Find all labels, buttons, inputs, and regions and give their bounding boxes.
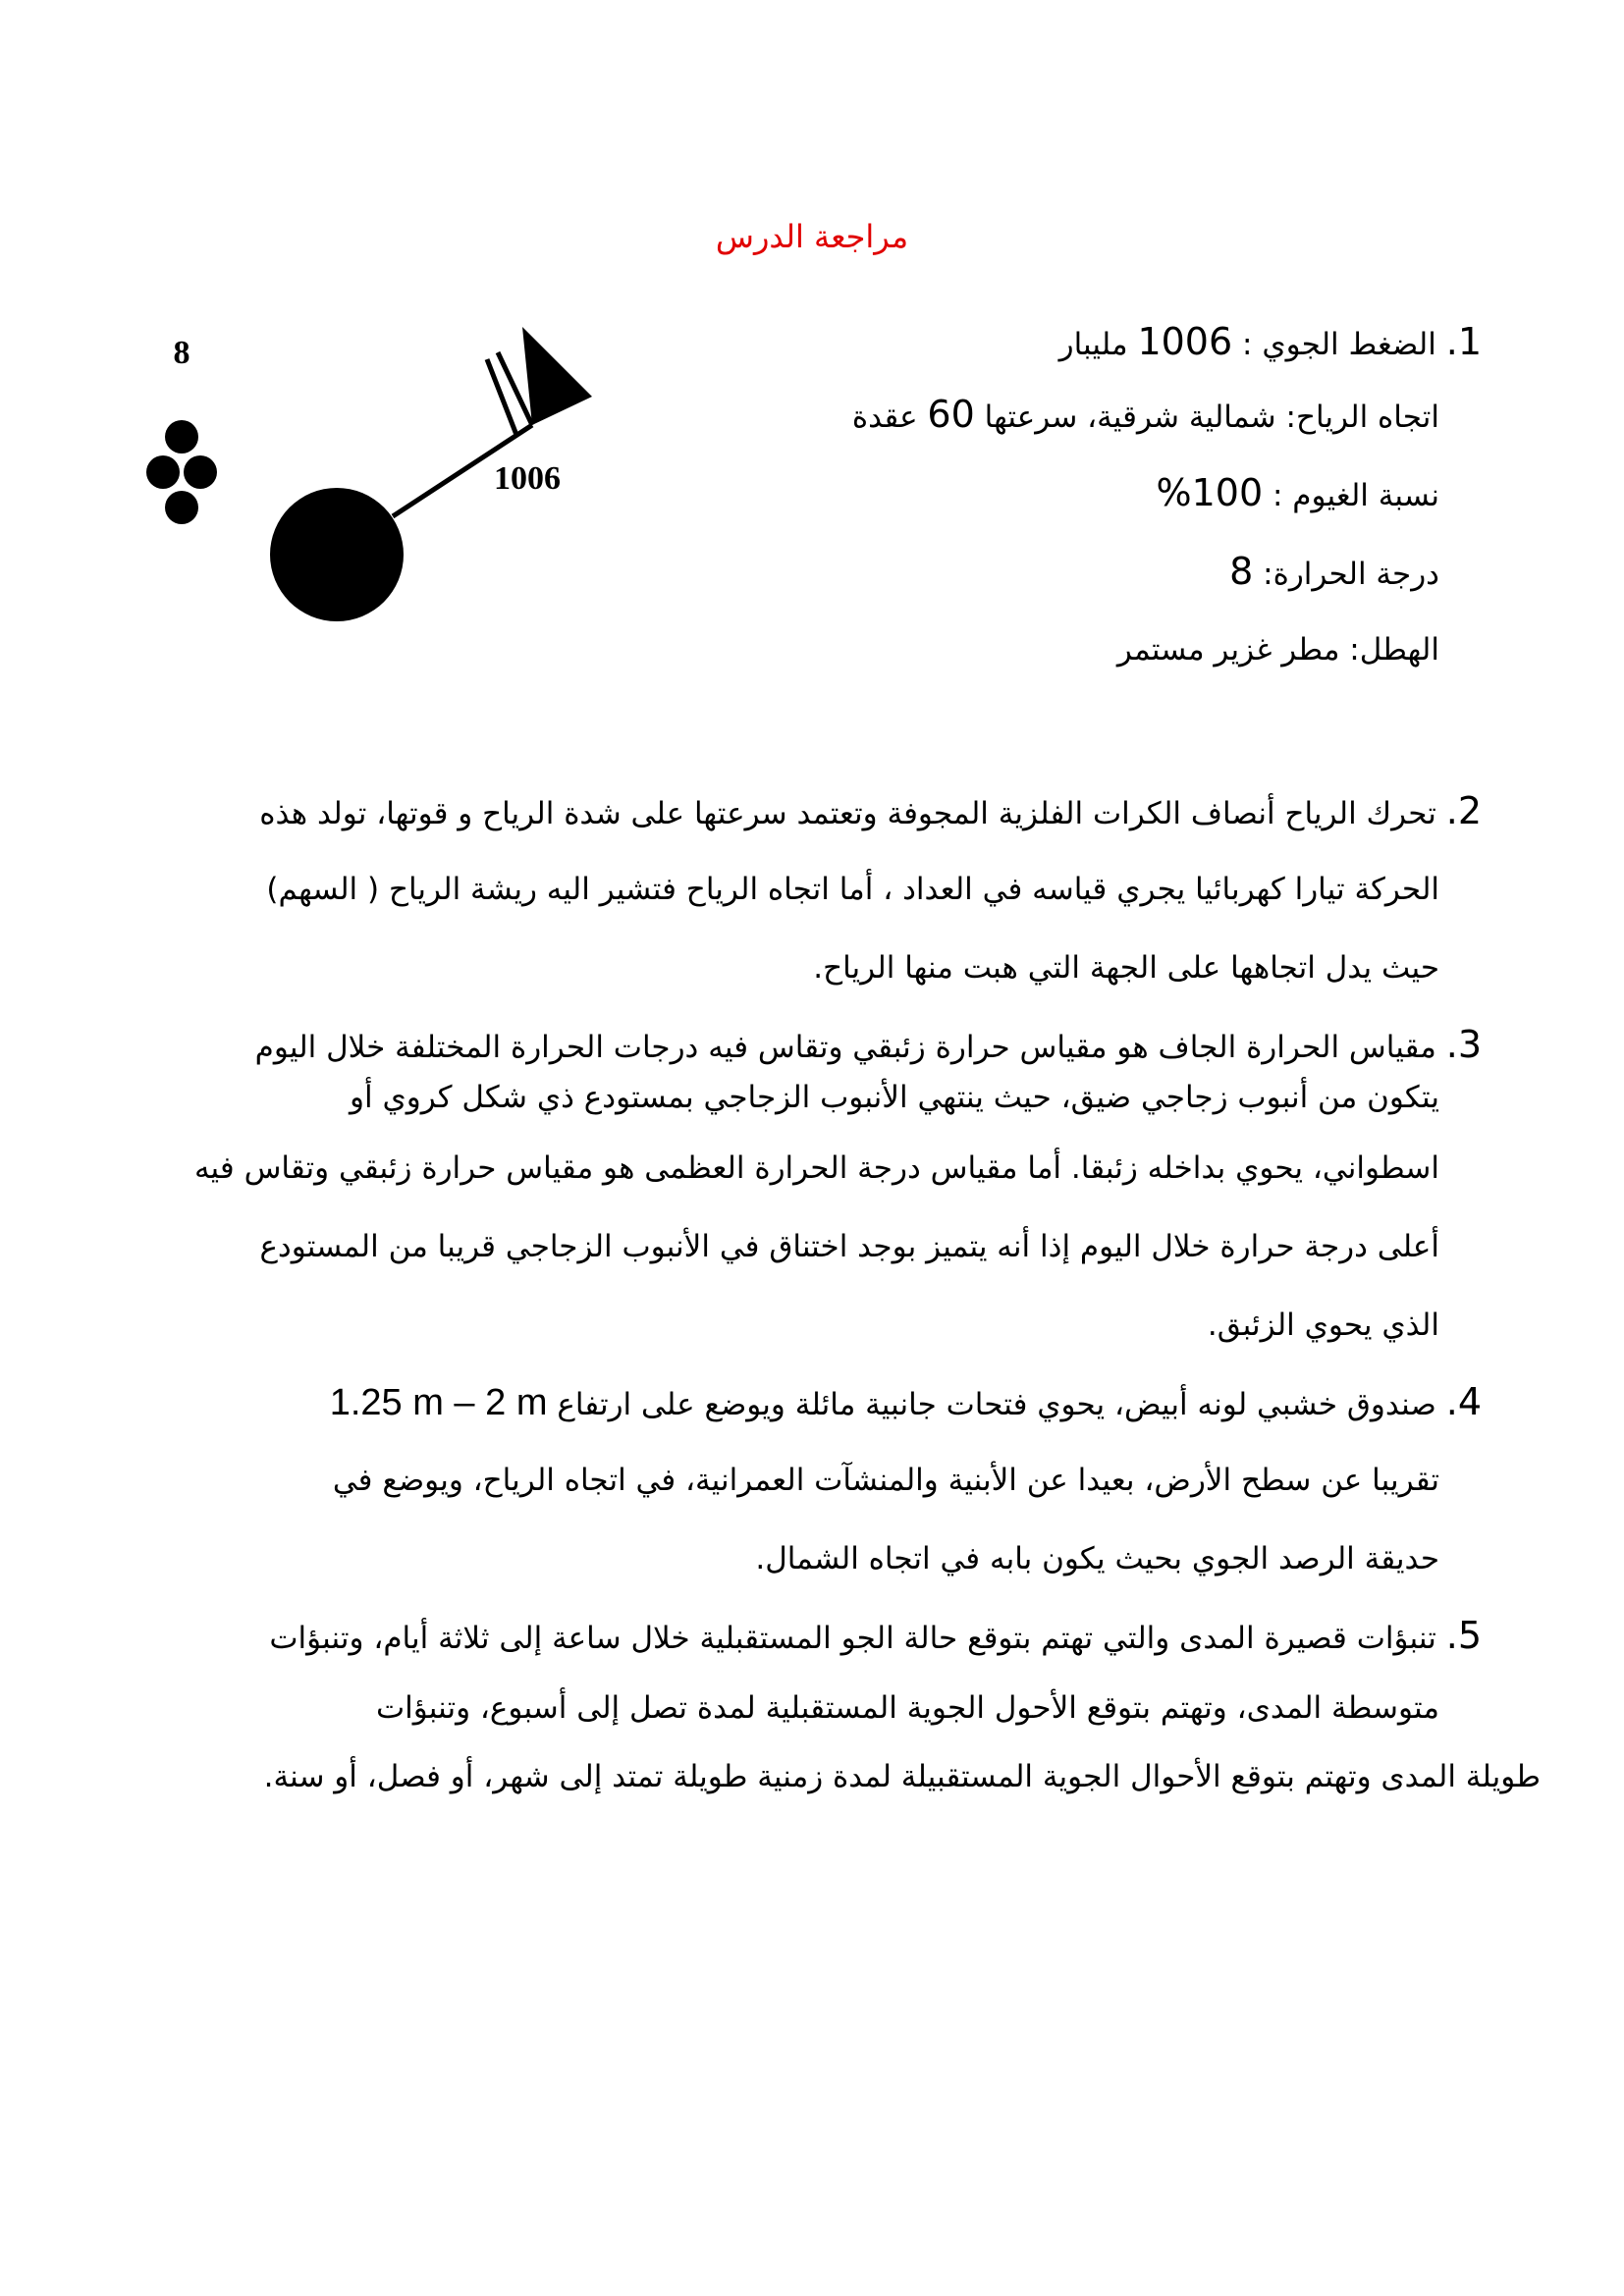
- q1-pressure-value: 1006: [1137, 320, 1233, 363]
- q4-line-3: حديقة الرصد الجوي بحيث يكون بابه في اتجاه الشمال.: [755, 1541, 1439, 1576]
- q5-line-3: طويلة المدى وتهتم بتوقع الأحوال الجوية المستقبيلة لمدة زمنية طويلة تمتد إلى شهر، أو فصل، أو سنة.: [263, 1759, 1541, 1794]
- q1-precip-line: الهطل: مطر غزير مستمر: [1116, 632, 1439, 667]
- q3-line-1: 3. مقياس الحرارة الجاف هو مقياس حرارة زئبقي وتقاس فيه درجات الحرارة المختلفة خلال اليوم: [254, 1023, 1482, 1066]
- q5-number: 5.: [1445, 1614, 1482, 1657]
- continuous-heavy-rain-icon: [146, 420, 217, 524]
- page-title: مراجعة الدرس: [715, 218, 909, 255]
- station-pressure: 1006: [494, 460, 561, 497]
- q2-line-2: الحركة تيارا كهربائيا يجري قياسه في العداد ، أما اتجاه الرياح فتشير اليه ريشة الرياح ( السهم): [266, 872, 1439, 907]
- q3-line-3: اسطواني، يحوي بداخله زئبقا. أما مقياس درجة الحرارة العظمى هو مقياس حرارة زئبقي وتقاس فيه: [193, 1150, 1439, 1186]
- q1-wind-line: اتجاه الرياح: شمالية شرقية، سرعتها 60 عقدة: [851, 393, 1439, 436]
- q4-line-1: 4. صندوق خشبي لونه أبيض، يحوي فتحات جانبية مائلة ويوضع على ارتفاع 1.25 m – 2 m: [329, 1380, 1482, 1423]
- q1-temp-line: درجة الحرارة: 8: [1229, 550, 1439, 593]
- q5-line-1: 5. تنبؤات قصيرة المدى والتي تهتم بتوقع حالة الجو المستقبلية خلال ساعة إلى ثلاثة أيام، وتنبؤات: [269, 1614, 1482, 1657]
- q5-line-2: متوسطة المدى، وتهتم بتوقع الأحول الجوية المستقبلية لمدة تصل إلى أسبوع، وتنبؤات: [375, 1690, 1439, 1726]
- q3-line-4: أعلى درجة حرارة خلال اليوم إذا أنه يتميز بوجد اختناق في الأنبوب الزجاجي قريبا من المستودع: [259, 1229, 1439, 1264]
- q1-wind-speed: 60: [927, 393, 975, 436]
- q4-line-2: تقريبا عن سطح الأرض، بعيدا عن الأبنية والمنشآت العمرانية، في اتجاه الرياح، ويوضع في: [332, 1463, 1439, 1498]
- q2-number: 2.: [1445, 789, 1482, 832]
- q1-number: 1.: [1445, 320, 1482, 363]
- q1-temp-value: 8: [1229, 550, 1254, 593]
- q3-line-5: الذي يحوي الزئبق.: [1207, 1308, 1439, 1343]
- q3-number: 3.: [1445, 1023, 1482, 1066]
- q1-cloud-line: نسبة الغيوم : 100%: [1156, 471, 1439, 514]
- q2-line-3: حيث يدل اتجاهها على الجهة التي هبت منها الرياح.: [813, 950, 1439, 986]
- q3-line-2: يتكون من أنبوب زجاجي ضيق، حيث ينتهي الأنبوب الزجاجي بمستودع ذي شكل كروي أو: [350, 1080, 1439, 1115]
- q2-line-1: 2. تحرك الرياح أنصاف الكرات الفلزية المجوفة وتعتمد سرعتها على شدة الرياح و قوتها، تولد هذه: [259, 789, 1482, 832]
- q4-number: 4.: [1445, 1380, 1482, 1423]
- q4-height-range: 1.25 m – 2 m: [329, 1382, 548, 1423]
- station-temperature: 8: [173, 335, 190, 371]
- wind-barb-icon: [393, 327, 592, 516]
- q1-cloud-value: 100%: [1156, 471, 1264, 514]
- weather-station-model: [98, 304, 609, 658]
- full-cloud-cover-icon: [270, 488, 404, 621]
- q1-pressure-line: 1. الضغط الجوي : 1006 مليبار: [1058, 320, 1482, 363]
